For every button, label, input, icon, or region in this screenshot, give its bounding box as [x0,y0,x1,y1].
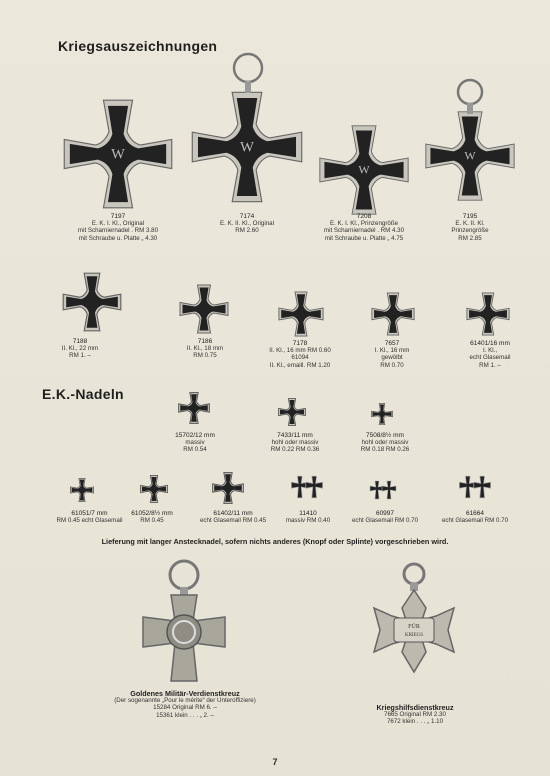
pin-11410 [290,475,324,499]
delivery-note: Lieferung mit langer Anstecknadel, sofern nichts anderes (Knopf oder Splinte) vorgeschrieben wird. [101,537,449,546]
item-61051: 61051/7 mm RM 0.45 echt Glasemail [56,510,123,525]
item-61052: 61052/8½ mm RM 0.45 [131,510,173,525]
iron-cross-7197 [62,98,174,210]
pin-61402 [212,472,244,504]
item-7178: 7178 II. Kl., 16 mm RM 0.60 61094 II. Kl., emaill. RM 1.20 [269,340,331,369]
iron-cross-7188 [62,272,122,332]
ring-7195 [452,76,488,116]
svg-text:W: W [240,139,254,156]
item-7195: 7195 E. K. II. Kl. Prinzengröße RM 2.85 [451,213,489,242]
item-7208: 7208 E. K. I. Kl., Prinzengröße mit Scharniernadel . RM 4.30 mit Schraube u. Platte „ 4.75 [323,213,405,242]
item-61401: 61401/16 mm I. Kl., echt Glasemail RM 1. – [469,340,511,369]
item-war-aid-service-cross: Kriegshilfsdienstkreuz 7665 Original RM 2.30 7672 klein . . . „ 1.10 [376,703,454,726]
item-7433: 7433/11 mm hohl oder massiv RM 0.22 RM 0.36 [270,432,320,454]
item-7657: 7657 I. Kl., 16 mm gewölbt RM 0.70 [374,340,410,369]
item-61402: 61402/11 mm echt Glasemail RM 0.45 [199,510,267,525]
ring-7174 [230,50,266,96]
item-7186: 7186 II. Kl., 18 mm RM 0.75 [186,338,224,360]
heading-kriegsauszeichnungen: Kriegsauszeichnungen [58,38,218,54]
item-military-merit-cross: Goldenes Militär-Verdienstkreuz (Der sogenannte „Pour le mérite“ der Unteroffiziere) 15284 Original RM 6. – 15361 klein . . . „ 2. – [114,689,256,719]
item-60997: 60997 echt Glasemail RM 0.70 [351,510,419,525]
pin-61051 [70,478,94,502]
svg-text:W: W [464,148,476,163]
iron-cross-61401 [466,292,510,336]
svg-text:FÜR: FÜR [408,624,420,630]
pin-61664 [458,475,492,499]
iron-cross-7657 [371,292,415,336]
page-number: 7 [272,757,278,767]
svg-text:W: W [111,146,125,163]
pin-7433 [278,398,306,426]
iron-cross-7178 [278,291,324,337]
iron-cross-7208 [318,124,410,216]
iron-cross-7186 [179,284,229,334]
heading-ek-nadeln: E.K.-Nadeln [42,386,124,402]
item-7174: 7174 E. K. II. Kl., Original RM 2.60 [220,213,274,235]
item-7188: 7188 II. Kl., 22 mm RM 1. – [61,338,99,360]
item-11410: 11410 massiv RM 0.40 [285,510,331,525]
pin-7508 [371,403,393,425]
iron-cross-7195 [424,110,516,202]
svg-text:W: W [358,162,370,177]
iron-cross-7174 [190,90,304,204]
item-61664: 61664 echt Glasemail RM 0.70 [441,510,509,525]
svg-text:KRIEGS: KRIEGS [404,633,424,638]
war-aid-service-cross [354,560,474,700]
military-merit-cross [135,555,233,685]
item-7508: 7508/8½ mm hohl oder massiv RM 0.18 RM 0.26 [360,432,410,454]
pin-15702 [178,392,210,424]
item-15702: 15702/12 mm massiv RM 0.54 [175,432,215,454]
pin-61052 [140,475,168,503]
item-7197: 7197 E. K. I. Kl., Original mit Scharniernadel . RM 3.80 mit Schraube u. Platte „ 4.30 [77,213,159,242]
pin-60997 [367,480,399,500]
